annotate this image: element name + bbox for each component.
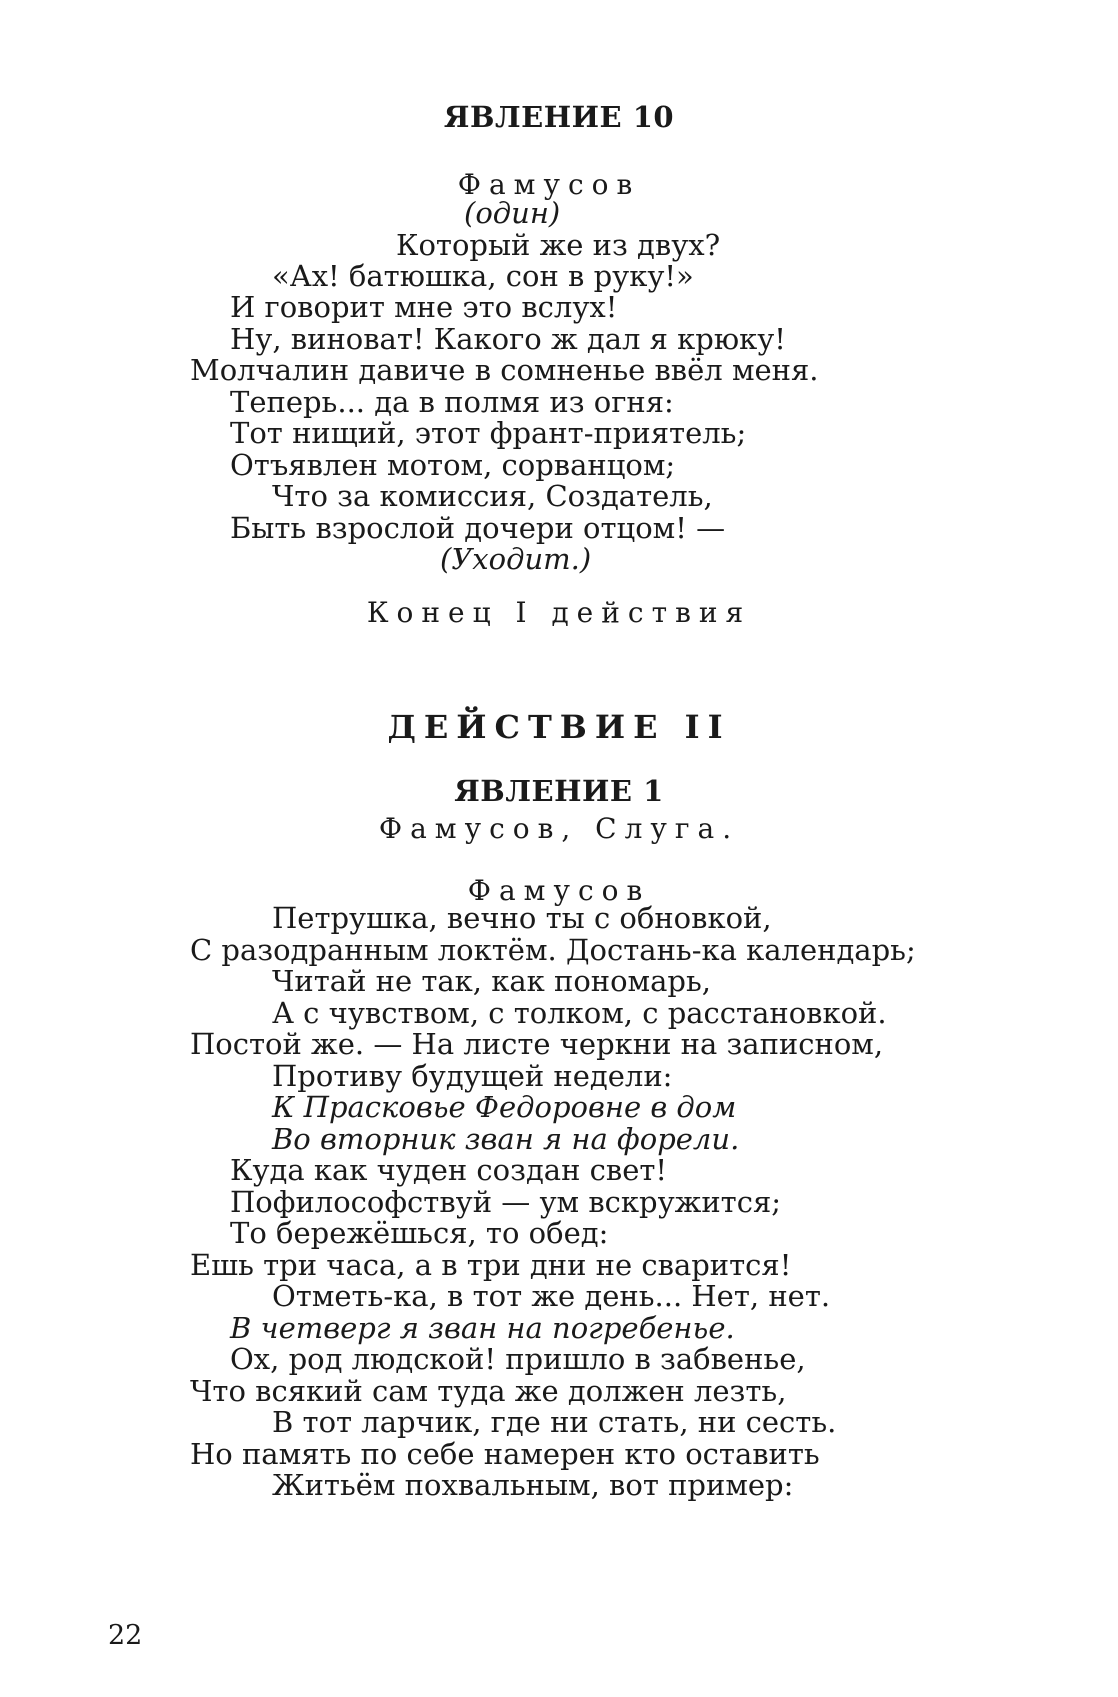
verse-line: Молчалин давиче в сомненье ввёл меня. [190,353,819,387]
verse-line: Петрушка, вечно ты с обновкой, [272,901,772,935]
verse-line: А с чувством, с толком, с расстановкой. [272,996,887,1030]
scene-characters: Фамусов, Слуга. [378,812,740,845]
verse-line: Отметь-ка, в тот же день... Нет, нет. [272,1279,831,1313]
verse-line: Ешь три часа, а в три дни не сварится! [190,1248,792,1282]
verse-line: И говорит мне это вслух! [230,290,618,324]
verse-line: Что всякий сам туда же должен лезть, [190,1374,787,1408]
verse-line: Ох, род людской! пришло в забвенье, [230,1342,806,1376]
verse-line: Читай не так, как пономарь, [272,964,711,998]
verse-line-note: В четверг я зван на погребенье. [230,1311,735,1345]
verse-line: Быть взрослой дочери отцом! — [230,511,726,545]
verse-line: Постой же. — На листе черкни на записном, [190,1027,884,1061]
verse-line-note: Во вторник зван я на форели. [272,1122,740,1156]
verse-line: Теперь... да в полмя из огня: [230,385,674,419]
verse-line: «Ах! батюшка, сон в руку!» [272,259,694,293]
act-2-scene-1-title: ЯВЛЕНИЕ 1 [454,774,664,808]
verse-line: Куда как чуден создан свет! [230,1153,668,1187]
verse-line: С разодранным локтём. Достань-ка календарь; [190,933,916,967]
verse-line: Ну, виноват! Какого ж дал я крюку! [230,322,786,356]
act-2-title: ДЕЙСТВИЕ II [387,708,731,746]
page-number: 22 [108,1620,143,1651]
verse-line: Тот нищий, этот франт-приятель; [230,416,747,450]
verse-line-note: К Прасковье Федоровне в дом [272,1090,737,1124]
stage-direction-exit: (Уходит.) [440,542,592,576]
verse-line: Но память по себе намерен кто оставить [190,1437,820,1471]
verse-line: Противу будущей недели: [272,1059,673,1093]
verse-line: Житьём похвальным, вот пример: [272,1468,794,1502]
verse-line: То бережёшься, то обед: [230,1216,609,1250]
stage-direction-alone: (один) [464,196,561,230]
act-2-speaker: Фамусов [467,874,651,907]
verse-line: Пофилософствуй — ум вскружится; [230,1185,782,1219]
verse-line: Что за комиссия, Создатель, [272,479,713,513]
scene-10-title: ЯВЛЕНИЕ 10 [443,100,675,134]
verse-line: Который же из двух? [396,228,721,262]
verse-line: В тот ларчик, где ни стать, ни сесть. [272,1405,837,1439]
verse-line: Отъявлен мотом, сорванцом; [230,448,676,482]
end-of-act-1: Конец I действия [366,596,752,629]
scene-10-speaker: Фамусов [457,168,641,201]
